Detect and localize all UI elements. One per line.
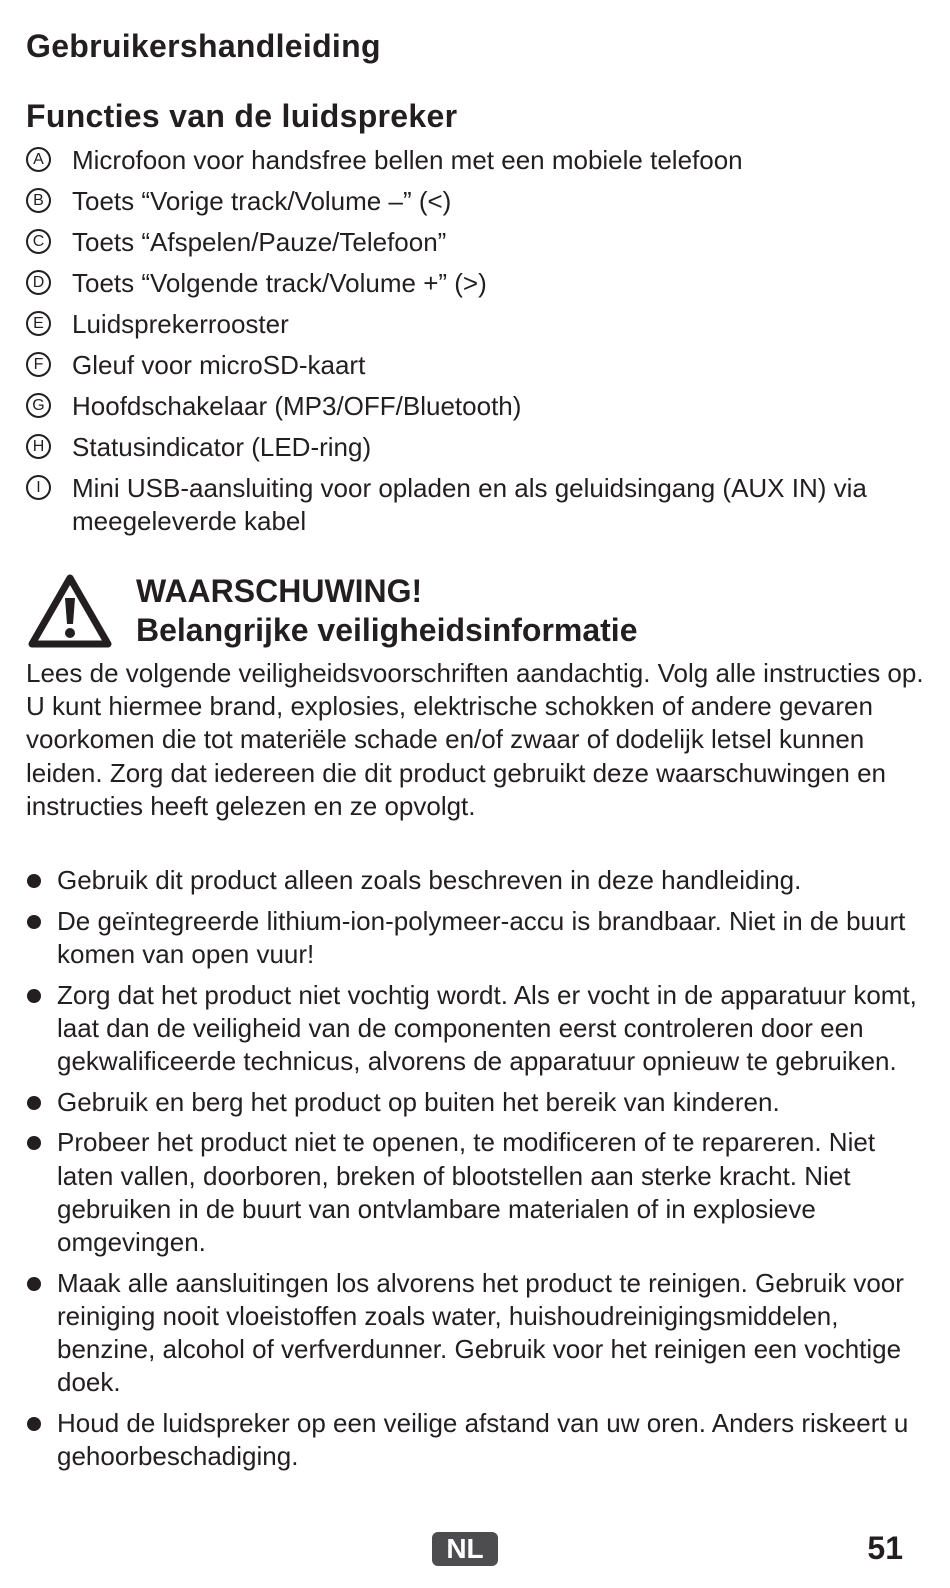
safety-list <box>26 864 926 1481</box>
circled-letter-icon: B <box>26 188 51 213</box>
feature-item-a <box>26 144 926 177</box>
circled-letter-icon: G <box>26 393 51 418</box>
bullet-icon <box>27 1136 41 1150</box>
safety-text: De geïntegreerde lithium-ion-polymeer-accu is brandbaar. Niet in de buurt komen van open vuur! <box>57 905 906 969</box>
feature-text: Toets “Volgende track/Volume +” (>) <box>72 268 487 298</box>
feature-text: Gleuf voor microSD-kaart <box>72 350 366 380</box>
circled-letter-icon: F <box>26 352 51 377</box>
safety-text: Probeer het product niet te openen, te modificeren of te repareren. Niet laten vallen, doorboren, breken of blootstellen aan sterke kracht. Niet gebruiken in de buurt van ontvlambare materialen of in explosieve omgevingen. <box>57 1127 876 1258</box>
feature-item-d <box>26 267 926 300</box>
bullet-icon <box>27 1417 41 1431</box>
warning-triangle-icon <box>28 574 112 648</box>
feature-item-b <box>26 185 926 218</box>
circled-letter-icon: A <box>26 147 51 172</box>
safety-item <box>26 1267 926 1400</box>
feature-list <box>26 144 926 546</box>
circled-letter-icon: D <box>26 270 51 295</box>
bullet-icon <box>27 1277 41 1291</box>
bullet-icon <box>27 1096 41 1110</box>
feature-text: Hoofdschakelaar (MP3/OFF/Bluetooth) <box>72 391 522 421</box>
language-badge: NL <box>432 1532 498 1566</box>
circled-letter-icon: I <box>26 475 51 500</box>
safety-item <box>26 1086 926 1119</box>
circled-letter-icon: E <box>26 311 51 336</box>
safety-text: Houd de luidspreker op een veilige afstand van uw oren. Anders riskeert u gehoorbeschadiging. <box>57 1408 909 1472</box>
feature-item-c <box>26 226 926 259</box>
safety-text: Maak alle aansluitingen los alvorens het product te reinigen. Gebruik voor reiniging nooit vloeistoffen zoals water, huishoudreinigingsmiddelen, benzine, alcohol of verfverdunner. Gebruik voor het reinigen een vochtige doek. <box>57 1267 904 1398</box>
section-title: Functies van de luidspreker <box>26 98 458 134</box>
page-number: 51 <box>867 1530 903 1566</box>
warning-title: WAARSCHUWING! <box>136 573 423 609</box>
feature-item-i <box>26 472 926 538</box>
safety-item <box>26 1407 926 1473</box>
feature-text: Luidsprekerrooster <box>72 309 289 339</box>
feature-text: Toets “Afspelen/Pauze/Telefoon” <box>72 227 447 257</box>
feature-item-f <box>26 349 926 382</box>
warning-subtitle: Belangrijke veiligheidsinformatie <box>136 612 638 648</box>
bullet-icon <box>27 989 41 1003</box>
safety-item <box>26 905 926 971</box>
feature-text: Mini USB-aansluiting voor opladen en als geluidsingang (AUX IN) via meegeleverde kabel <box>72 473 867 536</box>
safety-text: Gebruik dit product alleen zoals beschreven in deze handleiding. <box>57 865 802 895</box>
safety-item <box>26 979 926 1079</box>
feature-text: Statusindicator (LED-ring) <box>72 432 372 462</box>
safety-item <box>26 864 926 897</box>
safety-text: Gebruik en berg het product op buiten het bereik van kinderen. <box>57 1086 780 1117</box>
safety-text: Zorg dat het product niet vochtig wordt. Als er vocht in de apparatuur komt, laat dan de veiligheid van de componenten eerst controleren door een gekwalificeerde technicus, alvorens de apparatuur opnieuw te gebruiken. <box>57 979 917 1077</box>
feature-item-g <box>26 390 926 423</box>
safety-item <box>26 1126 926 1259</box>
warning-intro: Lees de volgende veiligheidsvoorschriften aandachtig. Volg alle instructies op. U kunt hiermee brand, explosies, elektrische schokken of andere gevaren voorkomen die tot materiële schade en/of zwaar of dodelijk letsel kunnen leiden. Zorg dat iedereen die dit product gebruikt deze waarschuwingen en instructies heeft gelezen en ze opvolgt. <box>26 658 924 821</box>
circled-letter-icon: C <box>26 229 51 254</box>
warning-header <box>26 572 926 652</box>
document-title: Gebruikershandleiding <box>26 28 381 64</box>
bullet-icon <box>27 874 41 888</box>
bullet-icon <box>27 915 41 929</box>
feature-item-e <box>26 308 926 341</box>
feature-text: Microfoon voor handsfree bellen met een mobiele telefoon <box>72 145 743 175</box>
feature-item-h <box>26 431 926 464</box>
circled-letter-icon: H <box>26 434 51 459</box>
feature-text: Toets “Vorige track/Volume –” (<) <box>72 186 452 216</box>
